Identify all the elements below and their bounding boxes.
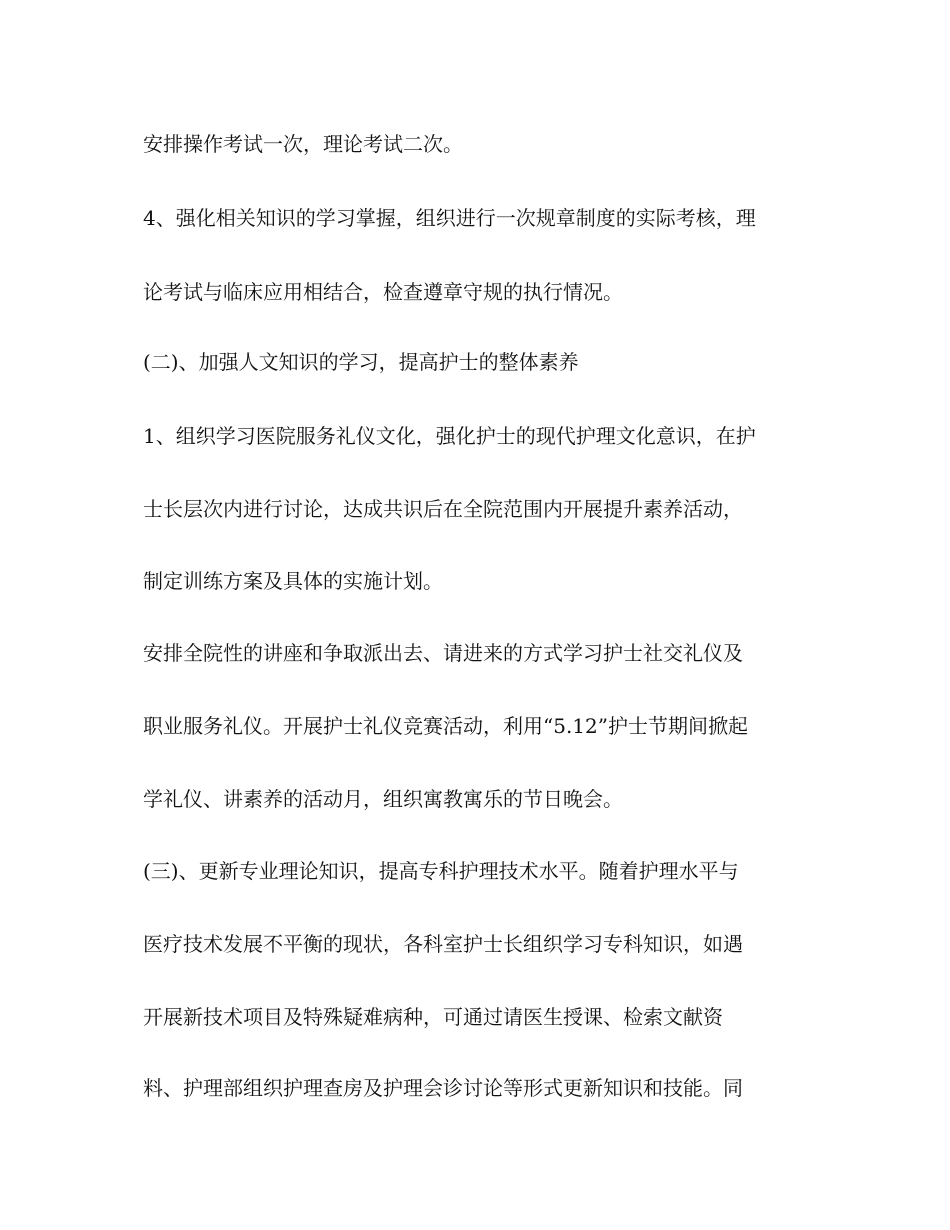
text-line: 学礼仪、讲素养的活动月，组织寓教寓乐的节日晚会。 <box>143 787 623 811</box>
text-line: 论考试与临床应用相结合，检查遵章守规的执行情况。 <box>143 280 623 304</box>
text-line: 开展新技术项目及特殊疑难病种，可通过请医生授课、检索文献资 <box>143 1005 723 1029</box>
text-line: 料、护理部组织护理查房及护理会诊讨论等形式更新知识和技能。同 <box>143 1076 743 1100</box>
text-line: 医疗技术发展不平衡的现状，各科室护士长组织学习专科知识，如遇 <box>143 932 743 956</box>
text-line: 士长层次内进行讨论，达成共识后在全院范围内开展提升素养活动， <box>143 497 743 521</box>
section-heading: (二)、加强人文知识的学习，提高护士的整体素养 <box>143 350 579 374</box>
text-line: 安排操作考试一次，理论考试二次。 <box>143 132 463 156</box>
text-line: 职业服务礼仪。开展护士礼仪竞赛活动，利用“5.12”护士节期间掀起 <box>143 714 748 738</box>
text-line: 安排全院性的讲座和争取派出去、请进来的方式学习护士社交礼仪及 <box>143 641 743 665</box>
text-line: 制定训练方案及具体的实施计划。 <box>143 569 443 593</box>
section-heading: (三)、更新专业理论知识，提高专科护理技术水平。随着护理水平与 <box>143 859 739 883</box>
text-line: 4、强化相关知识的学习掌握，组织进行一次规章制度的实际考核，理 <box>143 206 756 230</box>
text-line: 1、组织学习医院服务礼仪文化，强化护士的现代护理文化意识，在护 <box>143 424 756 448</box>
